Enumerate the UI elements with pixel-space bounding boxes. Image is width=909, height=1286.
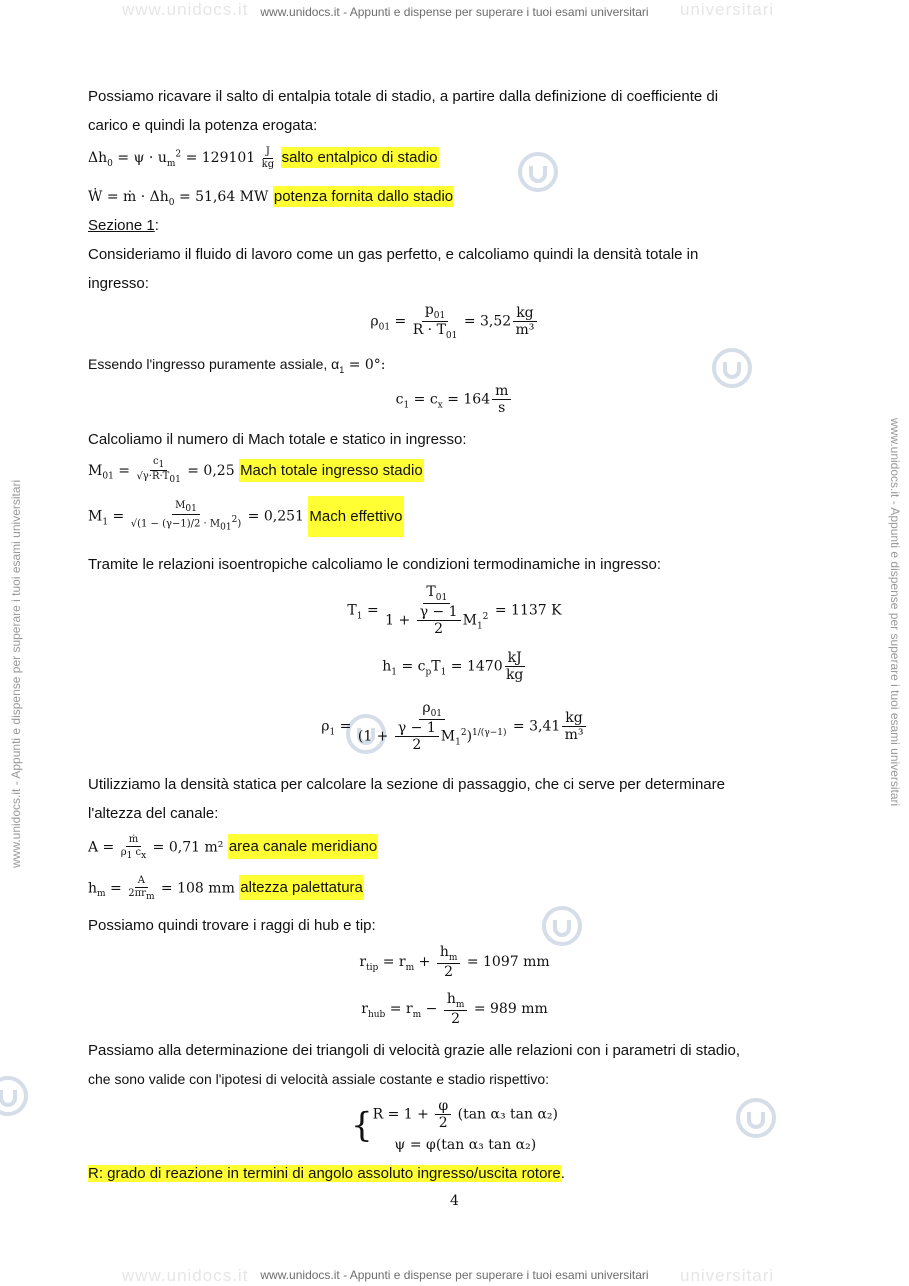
highlighted-note: R: grado di reazione in termini di angolo assoluto ingresso/uscita rotore. (88, 1165, 565, 1182)
paragraph: Possiamo quindi trovare i raggi di hub e tip: (88, 917, 376, 934)
highlight-label: salto entalpico di stadio (281, 149, 438, 166)
equation-static-temperature: $T_1$ = $T_{01}$ 1 + $\frac{\gamma - 1}{2}$ $M_1^2$ = 1137 K (347, 584, 562, 638)
paragraph: Utilizziamo la densità statica per calcolare la sezione di passaggio, che ci serve per determinare (88, 776, 725, 793)
highlight-label: Mach totale ingresso stadio (239, 459, 424, 482)
equation-hub-radius: $r_{hub} = r_m$ − $\frac{h_m}{2}$ = 989 mm (361, 991, 548, 1028)
highlight-label: potenza fornita dallo stadio (273, 188, 454, 205)
equation-static-enthalpy: $h_1 = c_pT_1 = 1470$ $\frac{kJ}{kg}$ (382, 650, 524, 684)
paragraph: Possiamo ricavare il salto di entalpia totale di stadio, a partire dalla definizione di coefficiente di (88, 88, 719, 105)
equation-system: { R = 1 + $\frac{\varphi}{2}$ (tan α₃ tan α₂) ψ = φ(tan α₃ tan α₂) (350, 1098, 558, 1154)
equation-enthalpy-drop: $\Delta h_0 = \psi \cdot u_m^2 = 129101$ $\frac{J}{kg}$ salto entalpico di stadio (88, 146, 438, 170)
page-number: 4 (450, 1193, 459, 1209)
header-ghost-watermark-right: universitari (680, 0, 775, 19)
left-side-watermark: www.unidocs.it - Appunti e dispense per superare i tuoi esami universitari (9, 479, 23, 868)
footer-ghost-watermark-left: www.unidocs.it (122, 1266, 249, 1285)
equation-power: Ẇ = ṁ · $\Delta h_0 = 51,64$ MW potenza fornita dallo stadio (88, 188, 454, 208)
equation-tip-radius: $r_{tip} = r_m$ + $\frac{h_m}{2}$ = 1097 mm (359, 944, 550, 981)
footer-ghost-watermark-right: universitari (680, 1266, 775, 1285)
equation-total-density: $\rho_{01}$ = $\frac{p_{01}}{R \cdot T_{01}}$ = 3,52 $\frac{kg}{\text{m³}}$ (0, 302, 909, 341)
paragraph: Calcoliamo il numero di Mach totale e statico in ingresso: (88, 431, 467, 448)
highlight-label: Mach effettivo (308, 496, 403, 537)
highlight-label: altezza palettatura (239, 875, 364, 900)
right-side-watermark: www.unidocs.it - Appunti e dispense per superare i tuoi esami universitari (888, 418, 902, 807)
paragraph: Essendo l'ingresso puramente assiale, $\alpha_1 = 0^\circ$: (88, 356, 386, 375)
paragraph: ingresso: (88, 275, 149, 292)
paragraph: Consideriamo il fluido di lavoro come un gas perfetto, e calcoliamo quindi la densità totale in (88, 246, 699, 263)
equation-static-mach: $M_1$ = $\frac{M_{01}}{√(1 - (\gamma-1)/2 \cdot M_{01}^2)}$ = 0,251 Mach effettivo (88, 500, 404, 533)
footer-watermark: www.unidocs.it - Appunti e dispense per superare i tuoi esami universitari (260, 1268, 649, 1282)
paragraph: Tramite le relazioni isoentropiche calcoliamo le condizioni termodinamiche in ingresso: (88, 556, 662, 573)
paragraph: carico e quindi la potenza erogata: (88, 117, 318, 134)
equation-area: A = $\frac{\text{ṁ}}{\rho_1 c_x}$ = 0,71 m² area canale meridiano (88, 834, 378, 861)
paragraph: Passiamo alla determinazione dei triangoli di velocità grazie alle relazioni con i parametri di stadio, (88, 1042, 741, 1059)
equation-inlet-velocity: $c_1 = c_x = 164$ $\frac{m}{s}$ (0, 383, 909, 416)
equation-blade-height: $h_m$ = $\frac{A}{2\pi r_m}$ = 108 mm altezza palettatura (88, 875, 363, 902)
paragraph: l'altezza del canale: (88, 805, 219, 822)
highlight-label: area canale meridiano (228, 834, 378, 859)
equation-total-mach: $M_{01}$ = $\frac{c_1}{√\gamma\cdot R\cdot T_{01}}$ = 0,25 Mach totale ingresso stadio (88, 456, 423, 486)
header-watermark: www.unidocs.it - Appunti e dispense per superare i tuoi esami universitari (260, 5, 649, 19)
paragraph: che sono valide con l'ipotesi di velocità assiale costante e stadio rispettivo: (88, 1071, 550, 1087)
header-ghost-watermark-left: www.unidocs.it (122, 0, 249, 19)
equation-static-density: $\rho_1$ = $\rho_{01}$ (1 + $\frac{\gamma - 1}{2}$ $M_1^2)^{1/(\gamma-1)}$ = 3,41 $\frac{kg}{\text{m³}}$ (0, 700, 909, 753)
section-heading: Sezione 1: (88, 217, 159, 234)
